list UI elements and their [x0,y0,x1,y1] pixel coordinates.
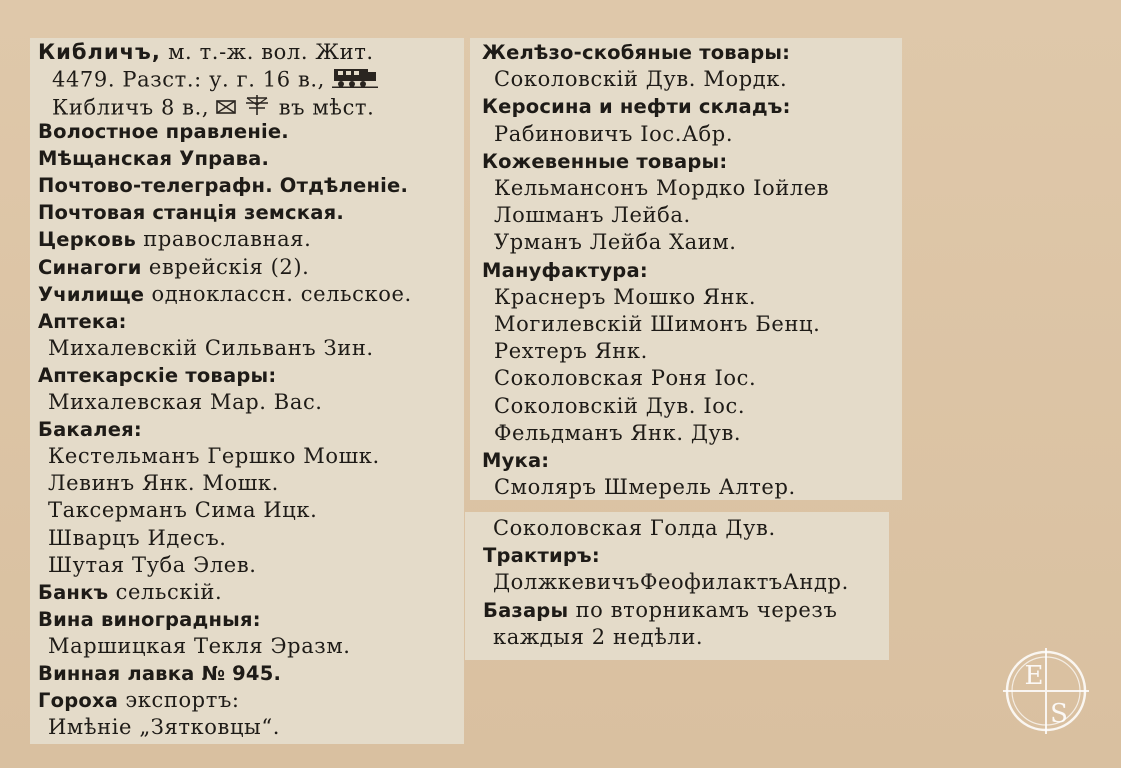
heading-text: Банкъ [38,580,109,604]
section-heading [482,93,791,120]
entry-text: Рабиновичъ Іос.Абр. [494,121,734,146]
section-heading [483,542,600,569]
section-heading [38,606,261,633]
section-heading [38,362,276,389]
list-item [494,365,756,392]
place-name: Кибличъ, [38,40,161,64]
entry-text: Соколовская Голда Дув. [493,516,776,540]
list-item [494,284,756,311]
heading-text: Мѣщанская Управа. [38,147,270,171]
entry-text: Краснеръ Мошко Янк. [494,284,757,309]
heading-text: Почтовая станція земская. [38,201,344,225]
list-item [48,552,257,579]
section-heading [482,257,648,284]
entry-text: Рехтеръ Янк. [494,339,648,364]
heading-text: Волостное правленіе. [38,120,289,143]
section-heading [38,416,142,443]
section-heading [482,148,727,175]
entry-text: Смоляръ Шмерель Алтер. [494,475,796,500]
entry-text: Соколовская Роня Іос. [494,366,757,391]
entry-line-2 [52,66,378,93]
entry-text: каждыя 2 недѣли. [493,624,704,649]
section-heading [38,172,408,199]
entry-text: Соколовскій Дув. Мордк. [494,67,788,92]
list-item [494,311,820,338]
list-item [48,389,323,416]
list-item [48,443,380,470]
list-item [48,714,280,741]
section-heading [38,660,281,687]
railway-icon [332,66,378,95]
entry-text: Шварцъ Идесъ. [48,525,227,550]
entry-text: Михалевская Мар. Вас. [48,390,323,414]
list-item [494,338,648,365]
entry-text: ДолжкевичъФеофилактъАндр. [493,570,849,595]
heading-rest-text: экспортъ: [118,688,240,713]
logo-letter-bottom: S [1050,699,1068,729]
heading-text: Мануфактура: [482,258,648,282]
heading-text: Мука: [482,449,550,472]
logo-letter-top: E [1024,661,1044,691]
list-item [494,229,737,256]
section-heading [38,145,269,172]
entry-line-3 [52,94,374,121]
left-column [30,38,464,744]
list-item [494,420,741,447]
list-item [48,335,374,362]
entry-text-4: въ мѣст. [271,95,375,120]
list-item [493,569,849,596]
heading-text: Керосина и нефти складъ: [482,95,791,119]
entry-text: Имѣніе „Зятковцы“. [48,715,280,740]
entry-line-1 [38,39,374,66]
entry-text: Кестельманъ Гершко Мошк. [48,444,380,469]
heading-text: Училище [38,282,145,306]
entry-text: Соколовскій Дув. Іос. [494,393,746,418]
section-heading [38,254,309,281]
section-heading [38,199,344,226]
list-item [48,470,279,497]
entry-text: Лошманъ Лейба. [494,203,691,228]
heading-rest-text: по вторникамъ черезъ [568,597,838,622]
entry-text: Шутая Туба Элев. [48,552,257,577]
heading-rest-text: одноклассн. сельское. [144,281,412,306]
entry-text: Урманъ Лейба Хаим. [494,230,737,255]
list-item [494,66,787,93]
heading-text: Винная лавка № 945. [38,662,282,685]
heading-text: Базары [483,598,569,622]
section-heading [482,39,790,66]
entry-text-3: Кибличъ 8 в., [52,95,217,120]
entry-text: Фельдманъ Янк. Дув. [494,420,742,445]
list-item [494,474,796,500]
list-item [494,393,745,420]
heading-text: Желѣзо-скобяные товары: [482,41,791,64]
heading-rest-text: еврейскія (2). [141,254,310,279]
heading-text: Церковь [38,228,136,252]
heading-text: Аптека: [38,309,127,333]
section-heading [38,118,289,145]
list-item [48,525,227,552]
heading-text: Кожевенные товары: [482,149,728,173]
section-heading [38,281,412,308]
list-item [494,175,829,202]
heading-text: Гороха [38,689,119,713]
entry-text: Могилевскій Шимонъ Бенц. [494,312,821,336]
heading-text: Почтово-телеграфн. Отдѣленіе. [38,174,409,198]
heading-text: Аптекарскіе товары: [38,363,277,387]
entry-text: Левинъ Янк. Мошк. [48,471,279,496]
section-heading [38,226,311,253]
heading-rest-text: православная. [135,227,312,252]
heading-rest-text: сельскій. [108,579,223,604]
heading-text: Трактиръ: [483,544,600,568]
heading-text: Бакалея: [38,418,142,442]
section-heading [38,687,240,714]
entry-text-2: 4479. Разст.: у. г. 16 в., [52,67,325,92]
list-item [493,624,703,651]
entry-text: Михалевскій Сильванъ Зин. [48,335,374,360]
right-column [470,38,902,500]
section-heading [38,579,222,606]
compass-logo-icon [1003,648,1089,734]
heading-text: Вина виноградныя: [38,607,261,631]
entry-text-1: м. т.-ж. вол. Жит. [160,40,374,64]
entry-text: Таксерманъ Сима Ицк. [48,498,318,523]
section-heading [482,447,549,474]
list-item [48,497,317,524]
list-item [493,515,776,542]
right-column-continuation [465,512,889,660]
list-item [494,121,733,148]
section-heading [38,308,127,335]
entry-text: Маршицкая Текля Эразм. [48,633,351,658]
heading-text: Синагоги [38,255,142,279]
list-item [48,633,351,660]
section-heading [483,597,837,624]
entry-text: Кельмансонъ Мордко Іойлев [494,176,830,200]
list-item [494,202,691,229]
